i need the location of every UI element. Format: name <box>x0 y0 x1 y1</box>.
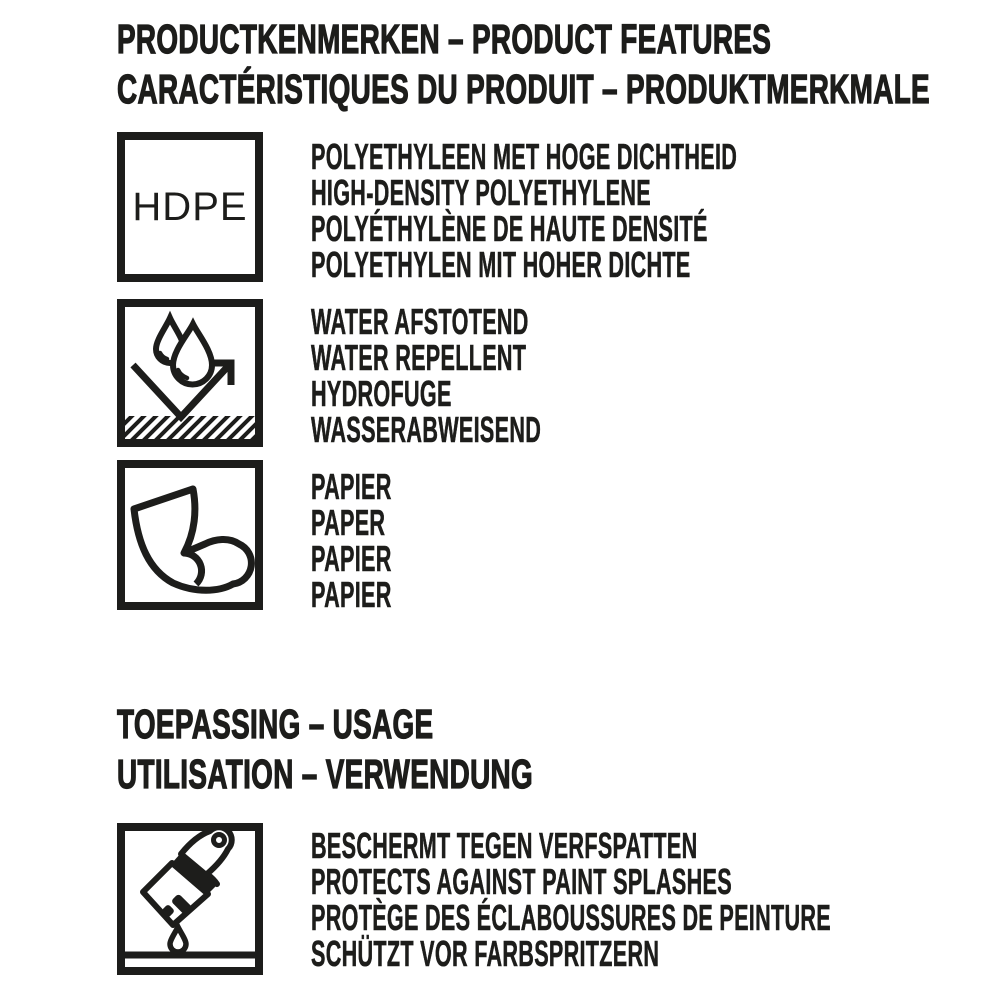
feature-text-paper <box>311 466 445 615</box>
feature-text-brush <box>311 825 1000 974</box>
feature-text-hdpe <box>311 136 1000 285</box>
feature-line: PAPER <box>311 502 386 543</box>
feature-line: PAPIER <box>311 574 392 615</box>
feature-line: POLYÉTHYLÈNE DE HAUTE DENSITÉ <box>311 208 708 249</box>
feature-line: HYDROFUGE <box>311 373 452 414</box>
feature-line: PAPIER <box>311 538 392 579</box>
feature-line: WATER AFSTOTEND <box>311 301 529 342</box>
features-heading <box>117 14 1000 114</box>
water-repellent-icon <box>117 299 263 447</box>
feature-line: HIGH-DENSITY POLYETHYLENE <box>311 172 651 213</box>
hdpe-icon-label: HDPE <box>132 184 248 229</box>
feature-text-water <box>311 301 695 450</box>
feature-line: SCHÜTZT VOR FARBSPRITZERN <box>311 933 660 974</box>
usage-heading-line1: TOEPASSING – USAGE <box>117 701 434 747</box>
feature-line: WASSERABWEISEND <box>311 409 542 450</box>
feature-line: BESCHERMT TEGEN VERFSPATTEN <box>311 825 698 866</box>
usage-heading <box>117 699 729 799</box>
features-heading-line2: CARACTÉRISTIQUES DU PRODUIT – PRODUKTMERKMALE <box>117 66 931 112</box>
usage-heading-line2: UTILISATION – VERWENDUNG <box>117 751 534 797</box>
feature-line: POLYETHYLEN MIT HOHER DICHTE <box>311 244 691 285</box>
feature-line: PAPIER <box>311 466 392 507</box>
feature-line: POLYETHYLEEN MET HOGE DICHTHEID <box>311 136 738 177</box>
paper-icon <box>117 460 263 610</box>
hdpe-icon <box>117 132 263 282</box>
paint-brush-icon <box>117 823 263 975</box>
feature-line: PROTÈGE DES ÉCLABOUSSURES DE PEINTURE <box>311 897 831 938</box>
feature-line: WATER REPELLENT <box>311 337 527 378</box>
feature-line: PROTECTS AGAINST PAINT SPLASHES <box>311 861 732 902</box>
features-heading-line1: PRODUCTKENMERKEN – PRODUCT FEATURES <box>117 16 772 62</box>
